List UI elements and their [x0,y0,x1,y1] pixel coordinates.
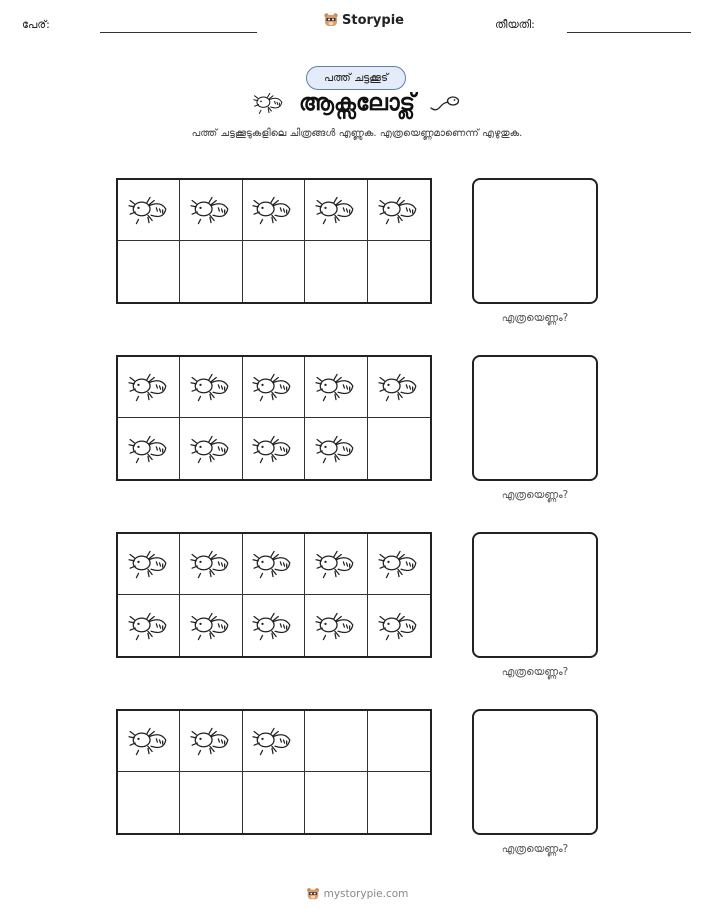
frame-cell [118,357,180,418]
axolotl-icon [128,548,170,580]
axolotl-icon [252,610,294,642]
date-label: തീയതി: [495,18,535,31]
frame-cell [368,418,430,479]
axolotl-icon [128,194,170,226]
brand-logo [323,12,404,28]
frame-cell [118,180,180,241]
frame-cell [243,418,305,479]
worksheet-type-badge: പത്ത് ചട്ടക്കൂട് [306,66,406,90]
frame-cell [305,241,367,302]
answer-box-2[interactable] [472,355,598,481]
axolotl-icon [190,725,232,757]
frame-cell [118,418,180,479]
axolotl-icon [252,548,294,580]
axolotl-icon [190,610,232,642]
frame-cell [243,180,305,241]
axolotl-icon [190,194,232,226]
frame-cell [305,180,367,241]
frame-cell [118,595,180,656]
frame-cell [305,595,367,656]
frame-cell [180,241,242,302]
frame-cell [243,711,305,772]
frame-cell [180,595,242,656]
axolotl-icon [128,371,170,403]
frame-cell [305,711,367,772]
frame-cell [368,534,430,595]
answer-label-1: എത്രയെണ്ണം? [501,312,569,324]
axolotl-icon [252,371,294,403]
axolotl-icon [315,371,357,403]
frame-cell [305,534,367,595]
frame-cell [243,357,305,418]
instruction-text: പത്ത് ചട്ടക്കൂടുകളിലെ ചിത്രങ്ങൾ എണ്ണുക. എത്രയെണ്ണമാണെന്ന് എഴുതുക. [191,128,523,139]
axolotl-icon [190,371,232,403]
frame-cell [180,418,242,479]
frame-cell [180,711,242,772]
frame-cell [368,180,430,241]
date-line[interactable] [567,32,691,33]
ten-frame-3 [116,532,432,658]
tadpole-icon [429,92,461,114]
ten-frame-4 [116,709,432,835]
answer-label-3: എത്രയെണ്ണം? [501,666,569,678]
answer-box-4[interactable] [472,709,598,835]
frame-cell [243,534,305,595]
axolotl-icon [128,433,170,465]
ten-frame-2 [116,355,432,481]
name-line[interactable] [100,32,257,33]
bear-mascot-icon [323,12,339,28]
frame-cell [368,357,430,418]
name-label: പേര്: [22,18,50,31]
frame-cell [305,772,367,833]
frame-cell [368,595,430,656]
title-row [0,90,714,116]
axolotl-icon [315,548,357,580]
frame-cell [305,418,367,479]
ten-frame-1 [116,178,432,304]
axolotl-icon [378,371,420,403]
answer-label-4: എത്രയെണ്ണം? [501,843,569,855]
axolotl-icon [252,725,294,757]
frame-cell [180,357,242,418]
axolotl-icon [378,548,420,580]
frame-cell [368,772,430,833]
answer-box-3[interactable] [472,532,598,658]
axolotl-icon [378,194,420,226]
answer-box-1[interactable] [472,178,598,304]
frame-cell [180,534,242,595]
axolotl-icon [190,433,232,465]
axolotl-icon [315,194,357,226]
footer [0,887,714,901]
frame-cell [243,772,305,833]
answer-label-2: എത്രയെണ്ണം? [501,489,569,501]
frame-cell [305,357,367,418]
axolotl-icon [315,610,357,642]
frame-cell [243,241,305,302]
frame-cell [180,772,242,833]
frame-cell [118,241,180,302]
page-title: ആക്സലോട്ല് [298,90,416,116]
frame-cell [118,711,180,772]
frame-cell [180,180,242,241]
frame-cell [243,595,305,656]
axolotl-icon [190,548,232,580]
axolotl-icon [252,433,294,465]
axolotl-icon [253,91,285,115]
bear-mascot-icon [306,887,320,901]
axolotl-icon [378,610,420,642]
axolotl-icon [252,194,294,226]
axolotl-icon [128,610,170,642]
axolotl-icon [315,433,357,465]
frame-cell [118,772,180,833]
frame-cell [368,241,430,302]
axolotl-icon [128,725,170,757]
brand-name: Storypie [342,12,404,28]
frame-cell [118,534,180,595]
footer-site: mystorypie.com [323,888,409,900]
frame-cell [368,711,430,772]
